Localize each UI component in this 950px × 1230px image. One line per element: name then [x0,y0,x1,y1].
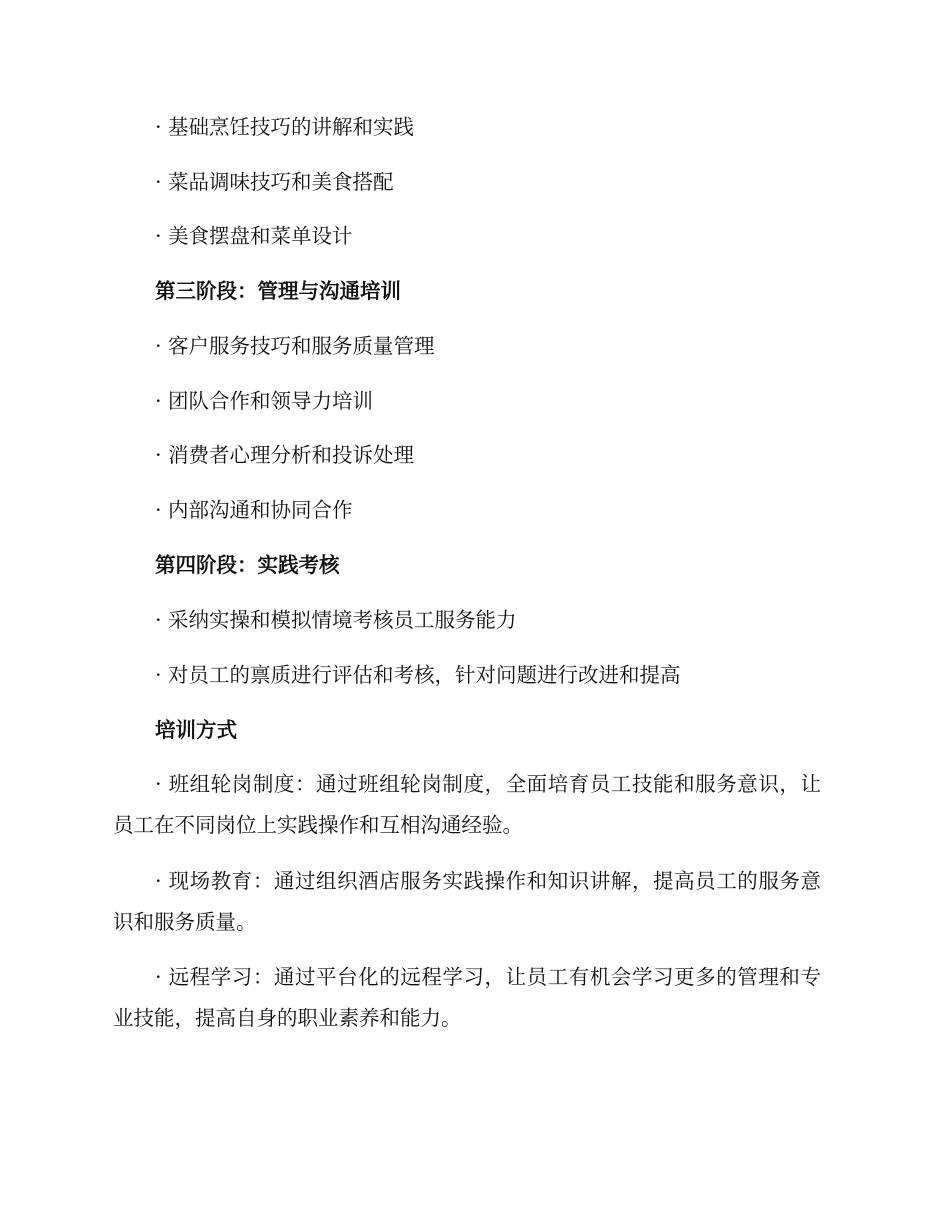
list-item: · 团队合作和领导力培训 [155,389,374,413]
paragraph: · 远程学习：通过平台化的远程学习，让员工有机会学习更多的管理和专业技能，提高自身的职业素养和能力。 [113,965,821,1030]
list-item: · 对员工的禀质进行评估和考核，针对问题进行改进和提高 [155,663,681,687]
list-item: · 内部沟通和协同合作 [155,498,353,522]
list-item: · 采纳实操和模拟情境考核员工服务能力 [155,608,517,632]
list-item: · 美食摆盘和菜单设计 [155,224,353,248]
paragraph: · 现场教育：通过组织酒店服务实践操作和知识讲解，提高员工的服务意识和服务质量。 [113,869,821,934]
list-item: · 基础烹饪技巧的讲解和实践 [155,115,415,139]
section-heading-methods: 培训方式 [155,718,237,742]
section-heading-stage4: 第四阶段：实践考核 [155,553,340,577]
paragraph: · 班组轮岗制度：通过班组轮岗制度，全面培育员工技能和服务意识，让员工在不同岗位上实践操作和互相沟通经验。 [113,772,821,837]
section-heading-stage3: 第三阶段：管理与沟通培训 [155,279,401,303]
list-item: · 消费者心理分析和投诉处理 [155,443,415,467]
list-item: · 菜品调味技巧和美食搭配 [155,170,394,194]
list-item: · 客户服务技巧和服务质量管理 [155,334,435,358]
